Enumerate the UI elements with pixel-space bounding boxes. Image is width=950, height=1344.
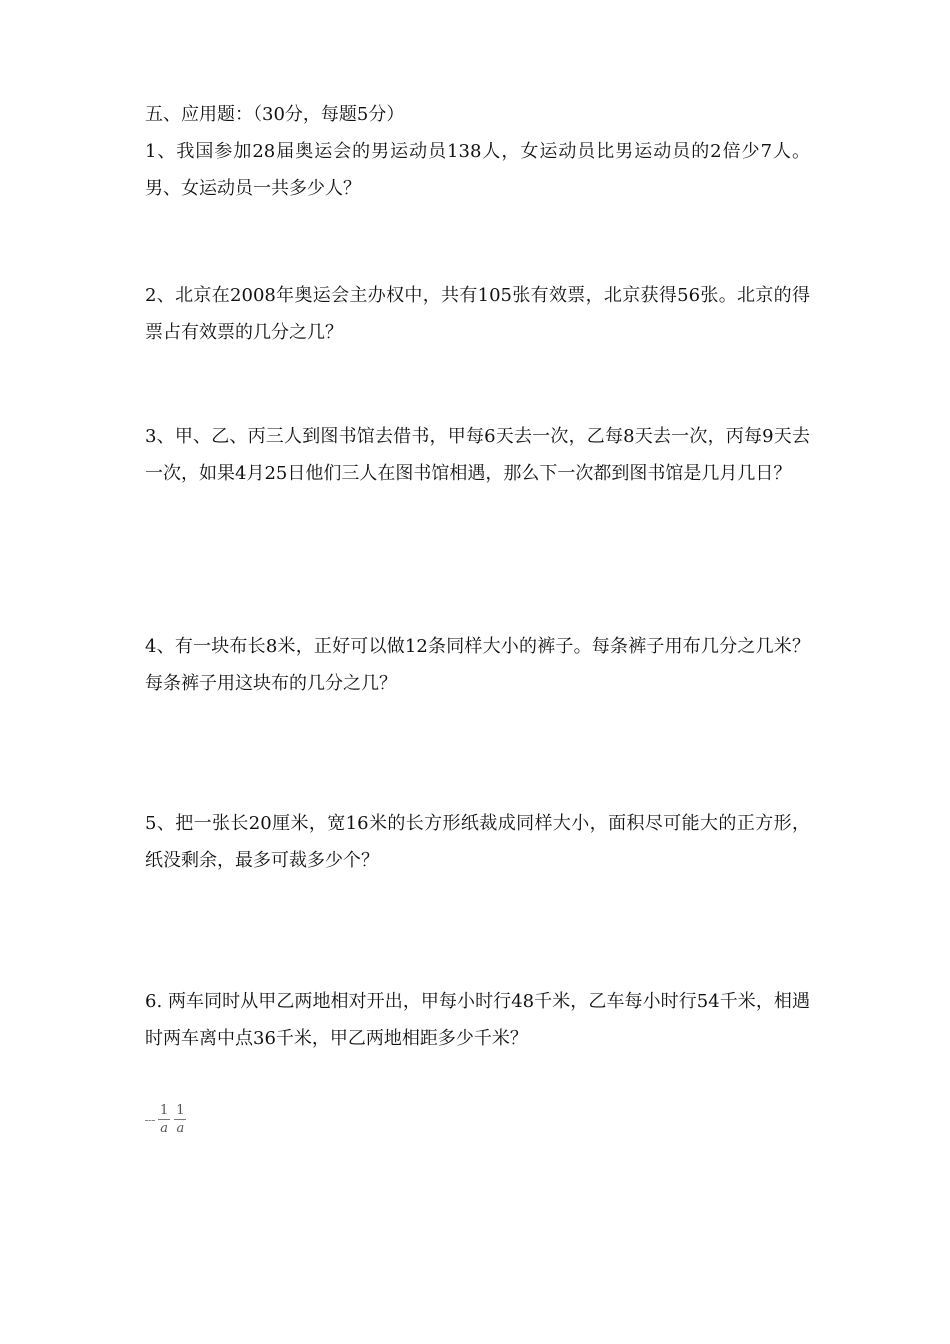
fraction-fragment (145, 1096, 191, 1144)
fraction-1-denominator: a (160, 1120, 169, 1136)
fraction-2-numerator: 1 (176, 1102, 185, 1118)
fraction-2-denominator: a (176, 1120, 185, 1136)
fraction-1-numerator: 1 (160, 1102, 169, 1118)
question-1: 1、我国参加28届奥运会的男运动员138人，女运动员比男运动员的2倍少7人。男、女运动员一共多少人？ (145, 141, 810, 199)
fraction-2 (174, 1103, 186, 1138)
dash-mark (145, 1120, 155, 1121)
question-2: 2、北京在2008年奥运会主办权中，共有105张有效票，北京获得56张。北京的得票占有效票的几分之几？ (145, 285, 810, 343)
fraction-1 (158, 1103, 170, 1138)
question-5: 5、把一张长20厘米，宽16米的长方形纸裁成同样大小，面积尽可能大的正方形，纸没剩余，最多可裁多少个？ (145, 813, 810, 871)
question-4: 4、有一块布长8米，正好可以做12条同样大小的裤子。每条裤子用布几分之几米？每条裤子用这块布的几分之几？ (145, 636, 810, 694)
question-3: 3、甲、乙、丙三人到图书馆去借书，甲每6天去一次，乙每8天去一次，丙每9天去一次，如果4月25日他们三人在图书馆相遇，那么下一次都到图书馆是几月几日？ (145, 426, 810, 484)
question-6: 6. 两车同时从甲乙两地相对开出，甲每小时行48千米，乙车每小时行54千米，相遇时两车离中点36千米，甲乙两地相距多少千米？ (145, 991, 810, 1049)
section-heading: 五、应用题：（30分，每题5分） (145, 104, 405, 125)
